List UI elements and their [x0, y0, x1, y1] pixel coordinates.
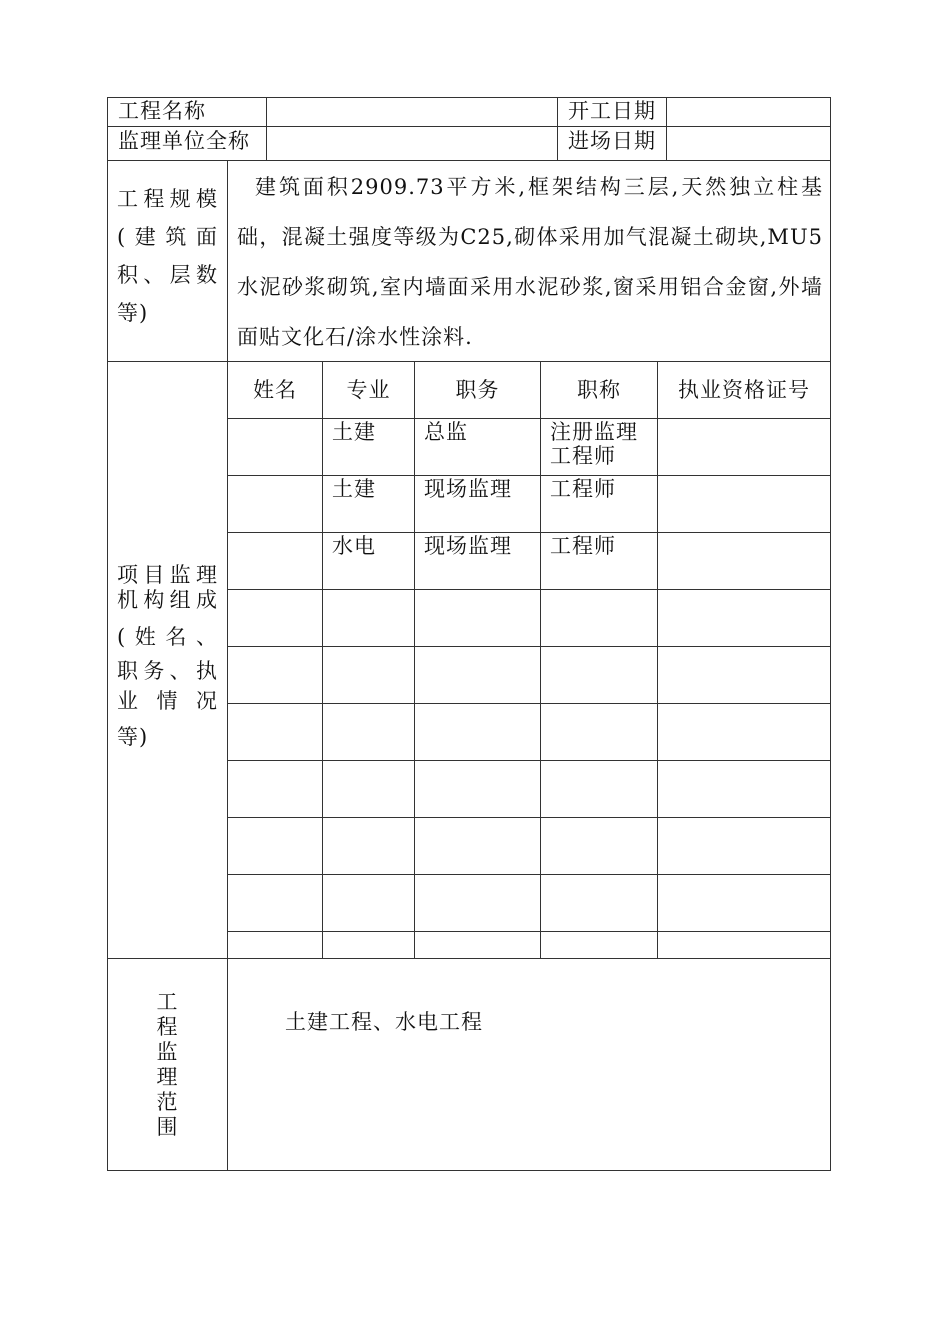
scale-content: 建筑面积2909.73平方米,框架结构三层,天然独立柱基础，混凝土强度等级为C25,砌体采用加气混凝土砌块,MU5水泥砂浆砌筑,室内墙面采用水泥砂浆,窗采用铝合金窗,外墙面贴文化石/涂水性涂料. [237, 175, 823, 349]
organization-label-line: 机构组成 [117, 588, 217, 612]
scope-label-char: 工 [156, 990, 178, 1014]
start-date-label: 开工日期 [568, 99, 656, 123]
scope-content: 土建工程、水电工程 [285, 1010, 483, 1034]
cell-position: 现场监理 [424, 534, 512, 558]
column-header-cert: 执业资格证号 [678, 378, 810, 402]
cell-major: 土建 [332, 477, 376, 501]
scope-label-char: 围 [156, 1115, 178, 1139]
scale-label-line: 工程规模 [117, 187, 217, 211]
project-name-value[interactable] [270, 97, 554, 125]
scale-label-line: 积、层数 [117, 263, 217, 287]
supervision-unit-label: 监理单位全称 [118, 129, 250, 153]
cell-title: 工程师 [550, 477, 616, 501]
project-name-label: 工程名称 [118, 99, 206, 123]
column-header-name: 姓名 [253, 378, 297, 402]
scale-label-line: (建筑面 [117, 225, 217, 249]
cell-major: 水电 [332, 534, 376, 558]
organization-label-line: 业情况 [117, 689, 217, 713]
cell-major: 土建 [332, 420, 376, 444]
cell-title: 注册监理工程师 [550, 420, 638, 468]
organization-label-line: 职务、执 [117, 659, 217, 683]
entry-date-value[interactable] [670, 127, 826, 159]
cell-title: 工程师 [550, 534, 616, 558]
cell-position: 总监 [424, 420, 468, 444]
scope-label-char: 监 [156, 1040, 178, 1064]
supervision-unit-value[interactable] [270, 127, 554, 159]
entry-date-label: 进场日期 [568, 129, 656, 153]
column-header-title: 职称 [577, 378, 621, 402]
organization-label-line: (姓名、 [117, 625, 217, 649]
scope-label-char: 理 [156, 1065, 178, 1089]
scope-label-char: 范 [156, 1090, 178, 1114]
scope-label-char: 程 [156, 1015, 178, 1039]
column-header-position: 职务 [455, 378, 500, 402]
organization-label-line: 项目监理 [117, 563, 217, 587]
start-date-value[interactable] [670, 97, 826, 125]
scale-label-line: 等) [117, 301, 149, 325]
column-header-major: 专业 [346, 378, 391, 402]
organization-label-line: 等) [117, 725, 149, 749]
cell-position: 现场监理 [424, 477, 512, 501]
